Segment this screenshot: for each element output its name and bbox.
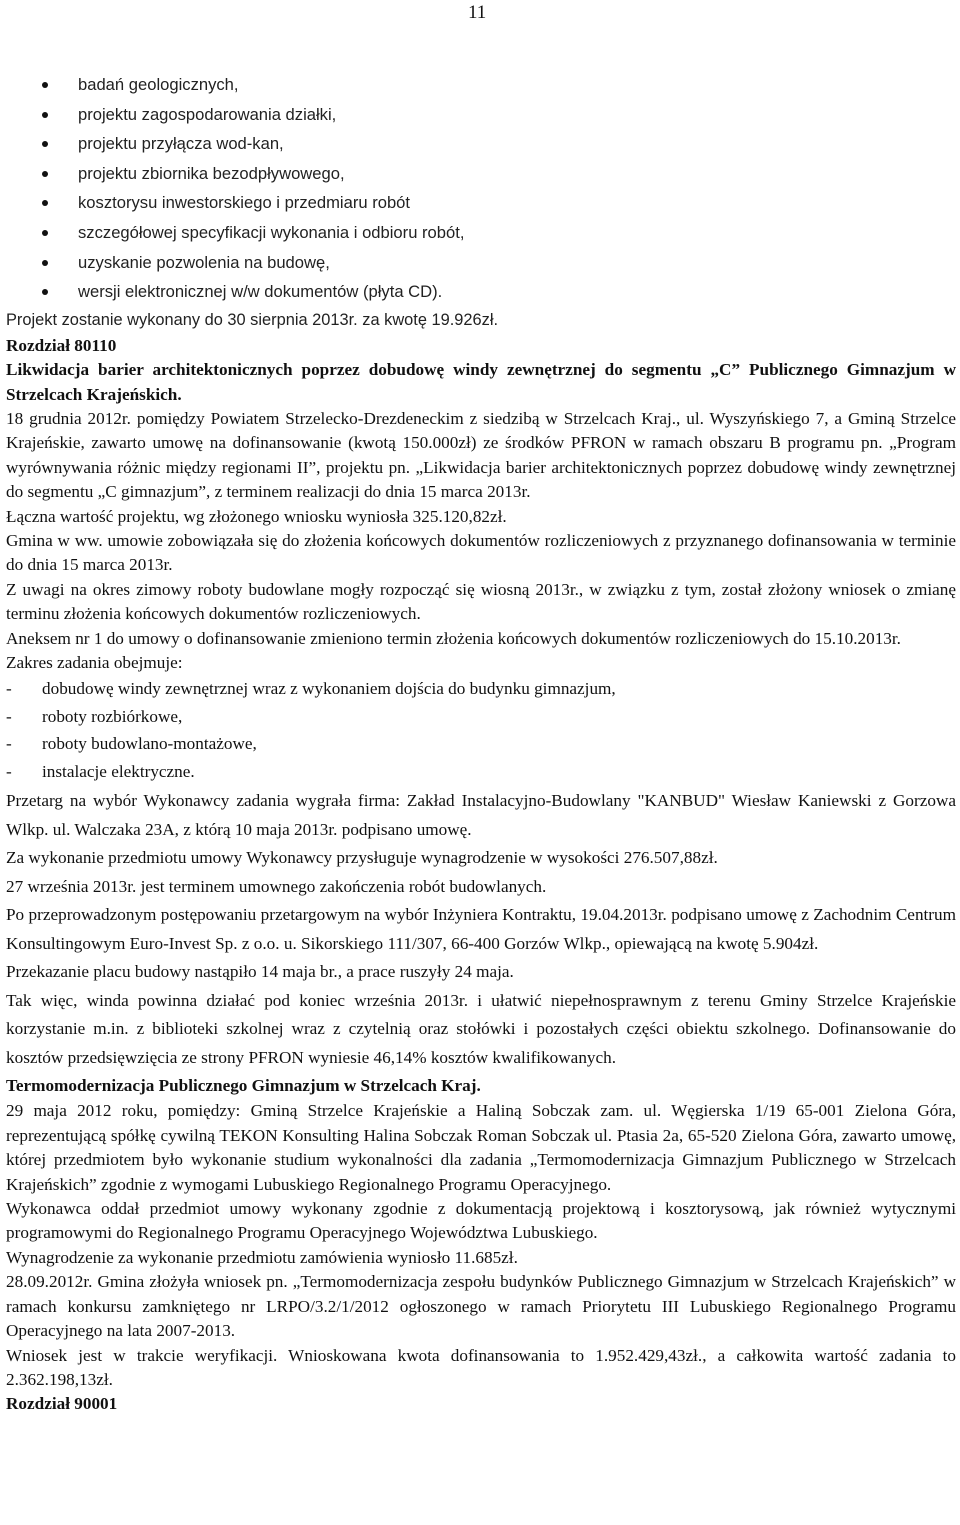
paragraph-termin-zakonczenia: 27 września 2013r. jest terminem umownego zakończenia robót budowlanych.: [6, 876, 547, 896]
termo-heading: Termomodernizacja Publicznego Gimnazjum w Strzelcach Kraj.: [6, 1076, 481, 1096]
list-item: szczegółowej specyfikacji wykonania i odbioru robót,: [6, 218, 956, 248]
paragraph-aneks: Aneksem nr 1 do umowy o dofinansowanie zmieniono termin złożenia końcowych dokumentów rozliczeniowych do 15.10.2013r.: [6, 628, 901, 648]
paragraph-przetarg: Przetarg na wybór Wykonawcy zadania wygrała firma: Zakład Instalacyjno-Budowlany "KANBUD" Wiesław Kaniewski z Gorzowa Wlkp. ul. Walczaka 23A, z którą 10 maja 2013r. podpisano umowę.: [6, 791, 956, 839]
list-item: projektu zbiornika bezodpływowego,: [6, 159, 956, 189]
bullet-icon: [42, 289, 48, 295]
list-item: kosztorysu inwestorskiego i przedmiaru robót: [6, 188, 956, 218]
document-body: [6, 70, 956, 1417]
paragraph-z-uwagi: Z uwagi na okres zimowy roboty budowlane mogły rozpocząć się wiosną 2013r., w związku z tym, został złożony wniosek o zmianę terminu złożenia końcowych dokumentów rozliczeniowych.: [6, 579, 956, 624]
paragraph-gmina-zobowiazala: Gmina w ww. umowie zobowiązała się do złożenia końcowych dokumentów rozliczeniowych z przyznanego dofinansowania w terminie do dnia 15 marca 2013r.: [6, 531, 956, 575]
list-item: wersji elektronicznej w/w dokumentów (płyta CD).: [6, 277, 956, 307]
section-heading-80110: Rozdział 80110: [6, 335, 117, 355]
paragraph-przekazanie: Przekazanie placu budowy nastąpiło 14 maja br., a prace ruszyły 24 maja.: [6, 962, 514, 982]
paragraph-wynagrodzenie-zamowienia: Wynagrodzenie za wykonanie przedmiotu zamówienia wyniosło 11.685zł.: [6, 1247, 518, 1267]
bullet-list: [6, 70, 956, 307]
bullet-icon: [42, 112, 48, 118]
paragraph-termo-umowa: 29 maja 2012 roku, pomiędzy: Gminą Strzelce Krajeńskie a Haliną Sobczak zam. ul. Węgierska 1/19 65-001 Zielona Góra, reprezentującą spółkę cywilną TEKON Konsulting Halina Sobczak Roman Sobczak ul. Ptasia 2a, 65-520 Zielona Góra, zawarto umowę, której przedmiotem było wykonanie studium wykonalności dla zadania „Termomodernizacja Gimnazjum Publicznego w Strzelcach Krajeńskich” zgodnie z wymogami Lubuskiego Regionalnego Programu Operacyjnego.: [6, 1101, 956, 1194]
list-item: uzyskanie pozwolenia na budowę,: [6, 248, 956, 278]
zakres-list: [6, 675, 956, 785]
list-item: badań geologicznych,: [6, 70, 956, 100]
page-number: 11: [468, 2, 487, 23]
bullet-icon: [42, 141, 48, 147]
zakres-label: Zakres zadania obejmuje:: [6, 653, 183, 673]
paragraph-wykonawca-oddal: Wykonawca oddał przedmiot umowy wykonany zgodnie z dokumentacją projektową i kosztorysową, jak również wytycznymi programowymi do Regionalnego Programu Operacyjnego Województwa Lubuskiego.: [6, 1199, 956, 1243]
paragraph-wniosek-2809: 28.09.2012r. Gmina złożyła wniosek pn. „Termomodernizacja zespołu budynków Publicznego Gimnazjum w Strzelcach Krajeńskich” w ramach konkursu zamkniętego nr LRPO/3.2/1/2012 ogłoszonego w ramach Priorytetu III Lubuskiego Regionalnego Programu Operacyjnego na lata 2007-2013.: [6, 1272, 956, 1341]
list-item: - dobudowę windy zewnętrznej wraz z wykonaniem dojścia do budynku gimnazjum,: [6, 675, 956, 703]
list-item: projektu zagospodarowania działki,: [6, 100, 956, 130]
paragraph-umowa-pfron: 18 grudnia 2012r. pomiędzy Powiatem Strzelecko-Drezdeneckim z siedzibą w Strzelcach Kraj., ul. Wyszyńskiego 7, a Gminą Strzelce Krajeńskie, zawarto umowę na dofinansowanie (kwotą 150.000zł) ze środków PFRON w ramach obszaru B programu pn. „Program wyrównywania różnic między regionami II”, projektu pn. „Likwidacja barier architektonicznych poprzez dobudowę windy zewnętrznej do segmentu „C gimnazjum”, z terminem realizacji do dnia 15 marca 2013r.: [6, 408, 956, 502]
list-item: - roboty budowlano-montażowe,: [6, 730, 956, 758]
paragraph-inzynier: Po przeprowadzonym postępowaniu przetargowym na wybór Inżyniera Kontraktu, 19.04.2013r. podpisano umowę z Zachodnim Centrum Konsultingowym Euro-Invest Sp. z o.o. u. Sikorskiego 111/307, 66-400 Gorzów Wlkp., opiewającą na kwotę 5.904zł.: [6, 905, 956, 953]
paragraph-wynagrodzenie: Za wykonanie przedmiotu umowy Wykonawcy przysługuje wynagrodzenie w wysokości 276.507,88zł.: [6, 848, 718, 868]
bullet-icon: [42, 82, 48, 88]
paragraph-wniosek-weryfikacja: Wniosek jest w trakcie weryfikacji. Wnioskowana kwota dofinansowania to 1.952.429,43zł., a całkowita wartość zadania to 2.362.198,13zł.: [6, 1345, 956, 1389]
bullet-icon: [42, 200, 48, 206]
projekt-line: Projekt zostanie wykonany do 30 sierpnia 2013r. za kwotę 19.926zł.: [6, 310, 499, 329]
paragraph-laczna-wartosc: Łączna wartość projektu, wg złożonego wniosku wyniosła 325.120,82zł.: [6, 506, 507, 526]
list-item: projektu przyłącza wod-kan,: [6, 129, 956, 159]
paragraph-tak-wiec: Tak więc, winda powinna działać pod koniec września 2013r. i ułatwić niepełnosprawnym z terenu Gminy Strzelce Krajeńskie korzystanie m.in. z biblioteki szkolnej wraz z czytelnią oraz stołówki i pozostałych części obiektu szkolnego. Dofinansowanie do kosztów przedsięwzięcia ze strony PFRON wyniesie 46,14% kosztów kwalifikowanych.: [6, 990, 956, 1067]
list-item: - roboty rozbiórkowe,: [6, 703, 956, 731]
likwidacja-heading: Likwidacja barier architektonicznych poprzez dobudowę windy zewnętrznej do segmentu „C” Publicznego Gimnazjum w Strzelcach Krajeńskich.: [6, 360, 956, 404]
section-heading-90001: Rozdział 90001: [6, 1394, 118, 1414]
bullet-icon: [42, 230, 48, 236]
bullet-icon: [42, 260, 48, 266]
list-item: - instalacje elektryczne.: [6, 758, 956, 786]
bullet-icon: [42, 171, 48, 177]
